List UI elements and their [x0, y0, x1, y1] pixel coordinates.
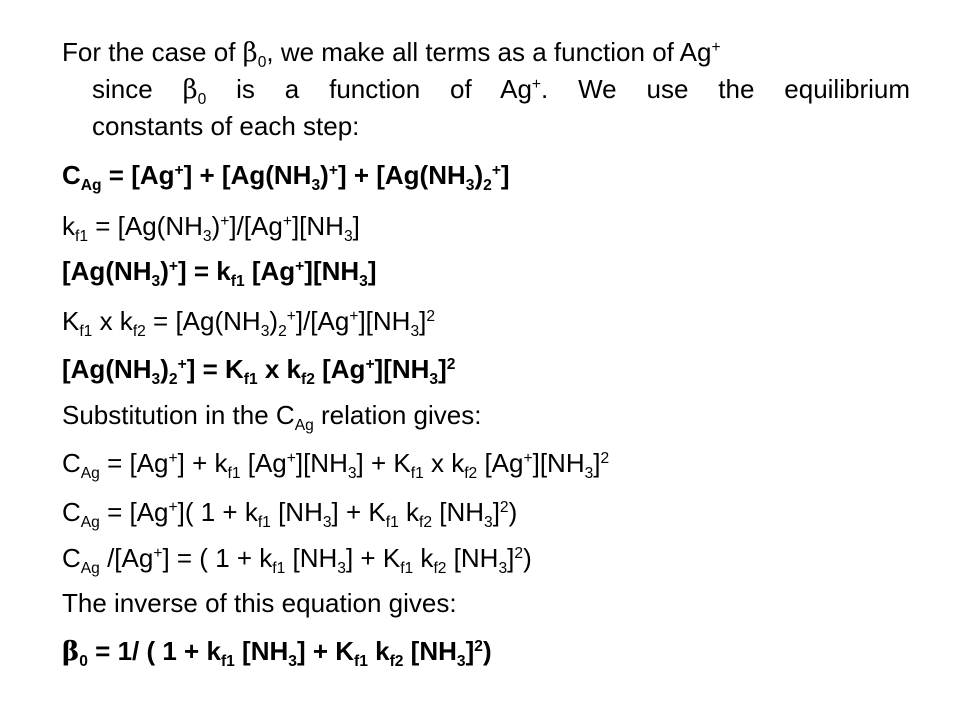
superscript: + — [220, 213, 230, 231]
inverse-text: The inverse of this equation gives: — [62, 588, 457, 618]
equation-text: ) — [482, 636, 492, 666]
equation-text: = [Ag — [101, 160, 175, 190]
equation-text: C — [62, 543, 81, 573]
beta-symbol: β — [242, 38, 258, 68]
subscript: 3 — [311, 176, 321, 194]
subscript: 3 — [151, 370, 161, 388]
subscript: 3 — [410, 322, 420, 340]
subscript: 0 — [257, 53, 267, 71]
equation-text: = [Ag(NH — [88, 211, 203, 241]
subscript: f1 — [385, 513, 399, 531]
equation-text: ][NH — [304, 256, 360, 286]
equation-kf1-kf2 — [62, 306, 436, 340]
equation-text: C — [62, 448, 81, 478]
subscript: f1 — [354, 652, 368, 670]
equation-text: /[Ag — [99, 543, 154, 573]
equation-text: [Ag — [314, 354, 366, 384]
subscript: Ag — [80, 513, 100, 531]
equation-text: ] + K — [331, 497, 386, 527]
equation-text: ) — [160, 256, 169, 286]
equation-cag-factored — [62, 497, 518, 531]
equation-text: ) — [523, 543, 532, 573]
intro-text: is a function of Ag — [206, 74, 532, 104]
beta-symbol: β — [62, 637, 80, 667]
subscript: 3 — [260, 322, 270, 340]
subscript: f1 — [75, 227, 89, 245]
equation-text: ] + K — [296, 636, 355, 666]
equation-text: ) — [508, 497, 518, 527]
superscript: + — [531, 76, 542, 94]
subscript: 2 — [483, 176, 492, 194]
subscript: 0 — [197, 90, 207, 108]
equation-text: ] — [593, 448, 601, 478]
superscript: + — [328, 162, 338, 180]
equation-text: = 1/ ( 1 + k — [87, 636, 221, 666]
subscript: Ag — [80, 464, 100, 482]
superscript: + — [295, 258, 305, 276]
subscript: f1 — [410, 464, 424, 482]
equation-text: k — [367, 636, 390, 666]
subscript: f2 — [301, 370, 315, 388]
subscript: f1 — [79, 322, 93, 340]
equation-text: ][NH — [532, 448, 585, 478]
equation-text: ][NH — [374, 354, 430, 384]
equation-text: k — [62, 211, 75, 241]
superscript: + — [168, 499, 178, 517]
equation-text: ] — [507, 543, 515, 573]
equation-text: ] — [500, 160, 510, 190]
subscript: 3 — [359, 272, 368, 290]
intro-line-1 — [62, 34, 910, 71]
equation-text: [NH — [234, 636, 289, 666]
equation-text: Substitution in the C — [62, 400, 295, 430]
subscript: f2 — [418, 513, 432, 531]
equation-text: ]/[Ag — [229, 211, 283, 241]
equation-text: [NH — [432, 497, 484, 527]
intro-line-2 — [62, 71, 910, 108]
equation-text: ] — [419, 306, 427, 336]
equation-text: [NH — [285, 543, 338, 573]
equation-text: ] = K — [186, 354, 244, 384]
subscript: 3 — [151, 272, 161, 290]
subscript: f2 — [132, 322, 146, 340]
beta-symbol: β — [182, 75, 198, 105]
intro-text: , we make all terms as a function of Ag — [266, 37, 712, 67]
subscript: 3 — [337, 559, 346, 577]
equation-text: K — [62, 306, 80, 336]
equation-text: [NH — [403, 636, 457, 666]
equation-text: ][NH — [358, 306, 411, 336]
equation-text: ) — [320, 160, 329, 190]
superscript: + — [711, 39, 721, 57]
subscript: 3 — [343, 227, 353, 245]
equation-text: [NH — [446, 543, 499, 573]
equation-text: ) — [160, 354, 169, 384]
equation-agnh3-2-plus — [62, 354, 456, 388]
superscript: 2 — [446, 356, 456, 374]
superscript: 2 — [474, 638, 483, 656]
subscript: f1 — [243, 370, 258, 388]
subscript: 2 — [168, 370, 178, 388]
equation-text: ]( 1 + k — [177, 497, 258, 527]
equation-text: ) — [211, 211, 221, 241]
subscript: 3 — [429, 370, 439, 388]
equation-text: ] + [Ag(NH — [337, 160, 466, 190]
subscript: 3 — [322, 513, 332, 531]
superscript: 2 — [426, 308, 436, 326]
subscript: f2 — [433, 559, 447, 577]
intro-paragraph — [62, 34, 910, 144]
equation-text: relation gives: — [313, 400, 482, 430]
equation-text: ][NH — [295, 448, 348, 478]
subscript: f2 — [389, 652, 404, 670]
subscript: f1 — [220, 652, 235, 670]
equation-text: [Ag — [477, 448, 524, 478]
equation-text: ][NH — [291, 211, 344, 241]
equation-text: ] — [367, 256, 377, 286]
subscript: 3 — [288, 652, 297, 670]
subscript: f1 — [272, 559, 286, 577]
superscript: + — [153, 545, 163, 563]
subscript: f2 — [464, 464, 478, 482]
superscript: + — [168, 450, 178, 468]
equation-text: k — [413, 543, 434, 573]
equation-text: C — [62, 497, 81, 527]
equation-text: ] = ( 1 + k — [162, 543, 273, 573]
subscript: 2 — [278, 322, 287, 340]
equation-text: [Ag — [240, 448, 287, 478]
equation-text: x k — [257, 354, 302, 384]
superscript: 2 — [514, 545, 524, 563]
equation-text: ] + K — [345, 543, 401, 573]
equation-text: ] + [Ag(NH — [183, 160, 312, 190]
subscript: 3 — [484, 513, 493, 531]
equation-text: = [Ag — [99, 497, 169, 527]
equation-text: ] — [352, 211, 360, 241]
intro-text: . We use the equilibrium — [541, 74, 911, 104]
equation-text: ] — [492, 497, 500, 527]
subscript: Ag — [294, 416, 314, 434]
superscript: 2 — [600, 450, 610, 468]
equation-text: ]/[Ag — [295, 306, 350, 336]
equation-text: C — [62, 160, 81, 190]
superscript: + — [286, 308, 296, 326]
equation-text: [NH — [270, 497, 323, 527]
superscript: + — [491, 162, 501, 180]
superscript: + — [286, 450, 296, 468]
equation-text: ] + k — [177, 448, 228, 478]
subscript: 3 — [584, 464, 594, 482]
subscript: f1 — [257, 513, 271, 531]
equation-text: ] — [438, 354, 447, 384]
equation-text: = [Ag — [99, 448, 169, 478]
superscript: 2 — [499, 499, 509, 517]
equation-text: ] + K — [356, 448, 411, 478]
subscript: f1 — [230, 272, 245, 290]
equation-text: ) — [474, 160, 484, 190]
equation-text: [Ag(NH — [62, 354, 152, 384]
subscript: f1 — [400, 559, 414, 577]
subscript: 3 — [456, 652, 466, 670]
subscript: Ag — [80, 559, 100, 577]
subscript: f1 — [227, 464, 241, 482]
superscript: + — [168, 258, 178, 276]
superscript: + — [174, 162, 184, 180]
superscript: + — [282, 213, 292, 231]
substitution-text — [62, 400, 482, 434]
superscript: + — [349, 308, 359, 326]
subscript: 3 — [347, 464, 357, 482]
subscript: 3 — [498, 559, 508, 577]
subscript: 3 — [202, 227, 212, 245]
equation-cag-substituted — [62, 448, 610, 482]
equation-agnh3-plus — [62, 256, 377, 290]
equation-text: [Ag — [244, 256, 296, 286]
equation-text: = [Ag(NH — [145, 306, 261, 336]
intro-text: since — [92, 74, 183, 104]
equation-text: x k — [92, 306, 133, 336]
superscript: + — [523, 450, 533, 468]
equation-kf1 — [62, 211, 360, 245]
equation-beta0-result — [62, 636, 492, 670]
equation-cag-ratio — [62, 543, 532, 577]
equation-text: k — [398, 497, 419, 527]
equation-text: [Ag(NH — [62, 256, 152, 286]
superscript: + — [365, 356, 375, 374]
equation-text: ] = k — [178, 256, 231, 286]
superscript: + — [177, 356, 187, 374]
subscript: 3 — [465, 176, 475, 194]
equation-text: x k — [423, 448, 465, 478]
subscript: Ag — [80, 176, 102, 194]
intro-line-3: constants of each step: — [92, 111, 360, 141]
subscript: 0 — [79, 652, 88, 670]
equation-text: ) — [269, 306, 279, 336]
equation-cag-definition — [62, 160, 510, 194]
intro-text: For the case of — [62, 37, 243, 67]
equation-text: ] — [465, 636, 475, 666]
